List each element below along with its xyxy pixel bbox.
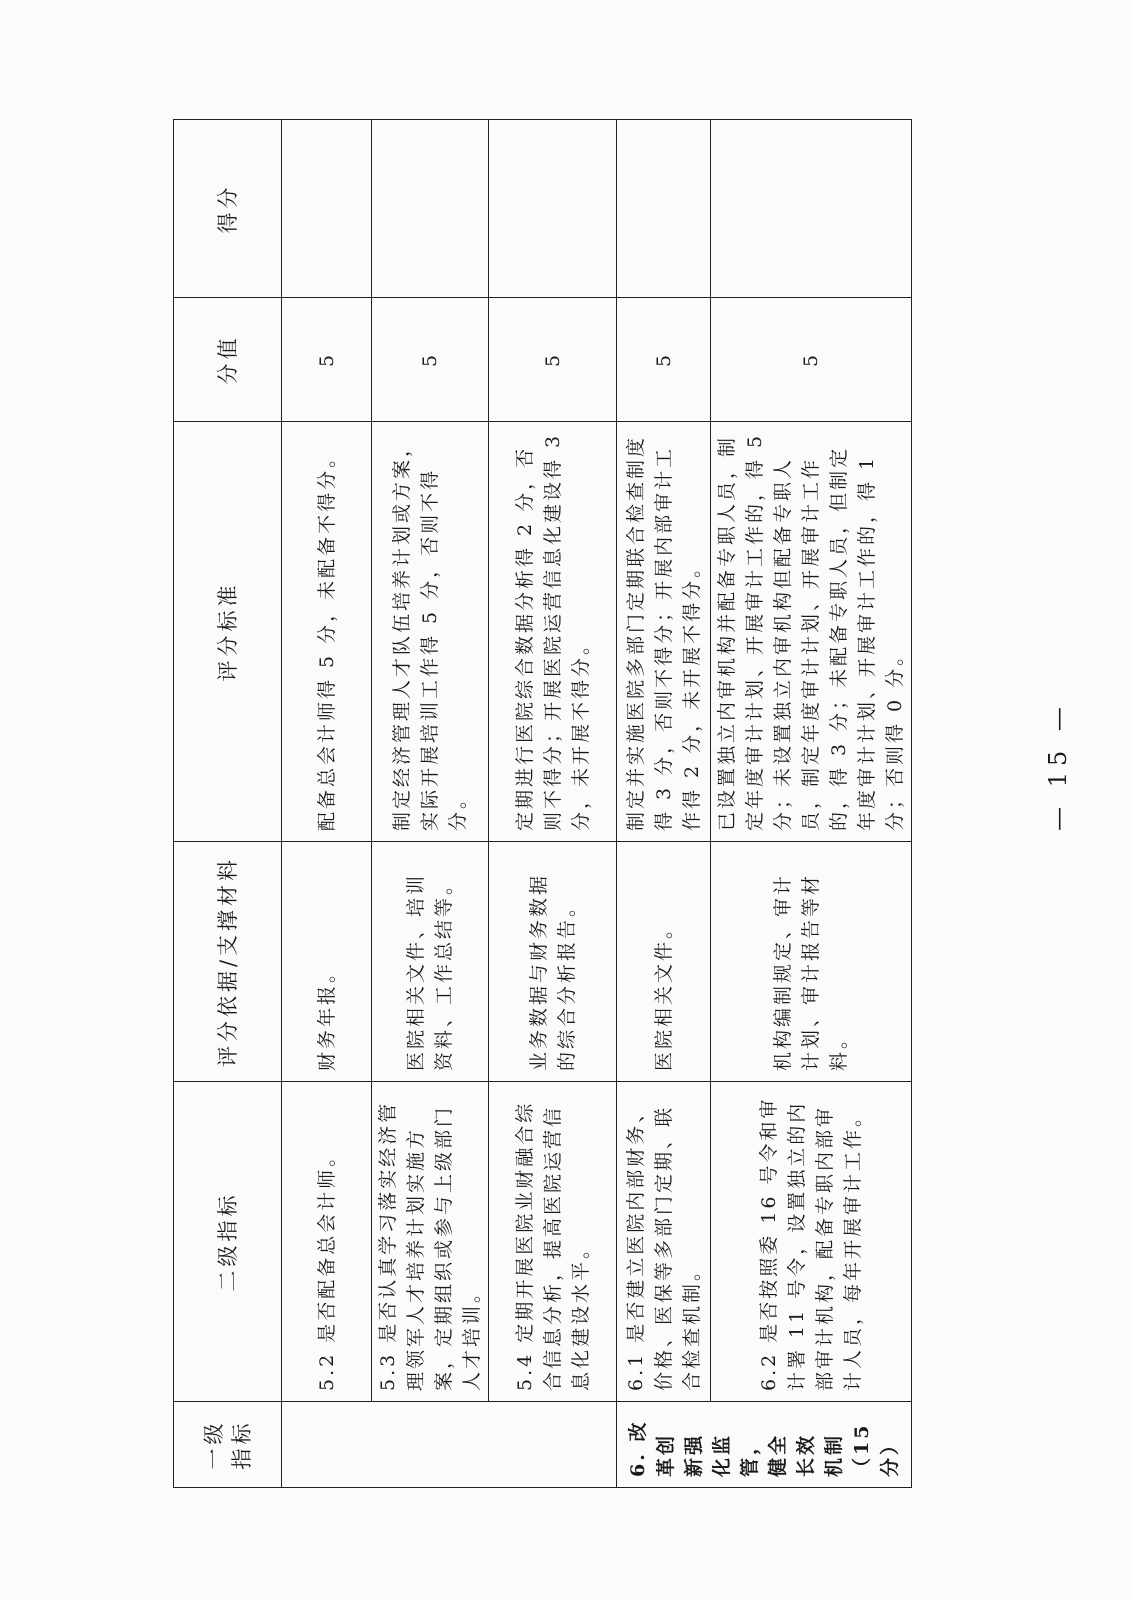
- value-cell: 5: [711, 298, 912, 422]
- level1-cell-empty: [282, 1402, 617, 1488]
- level2-cell: 5.4 定期开展医院业财融合综合信息分析，提高医院运营信息化建设水平。: [489, 1082, 617, 1402]
- header-row: [174, 120, 282, 1488]
- score-cell: [489, 120, 617, 298]
- value-cell: 5: [489, 298, 617, 422]
- value-cell: 5: [372, 298, 489, 422]
- scoring-table: [173, 119, 912, 1488]
- score-cell: [372, 120, 489, 298]
- table-row: [282, 120, 372, 1488]
- table-row: [372, 120, 489, 1488]
- header-level1: 一级指标: [174, 1402, 282, 1488]
- level2-cell: 6.2 是否按照委 16 号令和审计署 11 号令，设置独立的内部审计机构，配备专职内部审计人员，每年开展审计工作。: [711, 1082, 912, 1402]
- header-value: 分值: [174, 298, 282, 422]
- table-row: [489, 120, 617, 1488]
- criteria-cell: 制定经济管理人才队伍培养计划或方案，实际开展培训工作得 5 分，否则不得分。: [372, 422, 489, 842]
- score-cell: [617, 120, 711, 298]
- level2-cell: 6.1 是否建立医院内部财务、价格、医保等多部门定期、联合检查机制。: [617, 1082, 711, 1402]
- value-cell: 5: [282, 298, 372, 422]
- level2-cell: 5.3 是否认真学习落实经济管理领军人才培养计划实施方案，定期组织或参与上级部门人才培训。: [372, 1082, 489, 1402]
- header-criteria: 评分标准: [174, 422, 282, 842]
- basis-cell: 财务年报。: [282, 842, 372, 1082]
- basis-cell: 机构编制规定、审计计划、审计报告等材料。: [711, 842, 912, 1082]
- value-cell: 5: [617, 298, 711, 422]
- score-cell: [282, 120, 372, 298]
- score-cell: [711, 120, 912, 298]
- header-level2: 二级指标: [174, 1082, 282, 1402]
- table-row: [711, 120, 912, 1488]
- criteria-cell: 定期进行医院综合数据分析得 2 分，否则不得分；开展医院运营信息化建设得 3 分，未开展不得分。: [489, 422, 617, 842]
- level1-cell-group6: 6. 改革创新强化监管，健全长效机制（15分）: [617, 1402, 912, 1488]
- rotated-table-wrapper: [173, 120, 906, 1488]
- header-basis: 评分依据/支撑材料: [174, 842, 282, 1082]
- page-number: — 15 —: [1043, 701, 1072, 831]
- criteria-cell: 制定并实施医院多部门定期联合检查制度得 3 分，否则不得分；开展内部审计工作得 2 分，未开展不得分。: [617, 422, 711, 842]
- basis-cell: 业务数据与财务数据的综合分析报告。: [489, 842, 617, 1082]
- table-row: [617, 120, 711, 1488]
- level2-cell: 5.2 是否配备总会计师。: [282, 1082, 372, 1402]
- criteria-cell: 已设置独立内审机构并配备专职人员，制定年度审计计划、开展审计工作的，得 5 分；未设置独立内审机构但配备专职人员，制定年度审计计划、开展审计工作的，得 3 分；未配备专职人员，但制定年度审计计划、开展审计工作的，得 1 分；否则得 0 分。: [711, 422, 912, 842]
- criteria-cell: 配备总会计师得 5 分，未配备不得分。: [282, 422, 372, 842]
- header-score: 得分: [174, 120, 282, 298]
- basis-cell: 医院相关文件、培训资料、工作总结等。: [372, 842, 489, 1082]
- basis-cell: 医院相关文件。: [617, 842, 711, 1082]
